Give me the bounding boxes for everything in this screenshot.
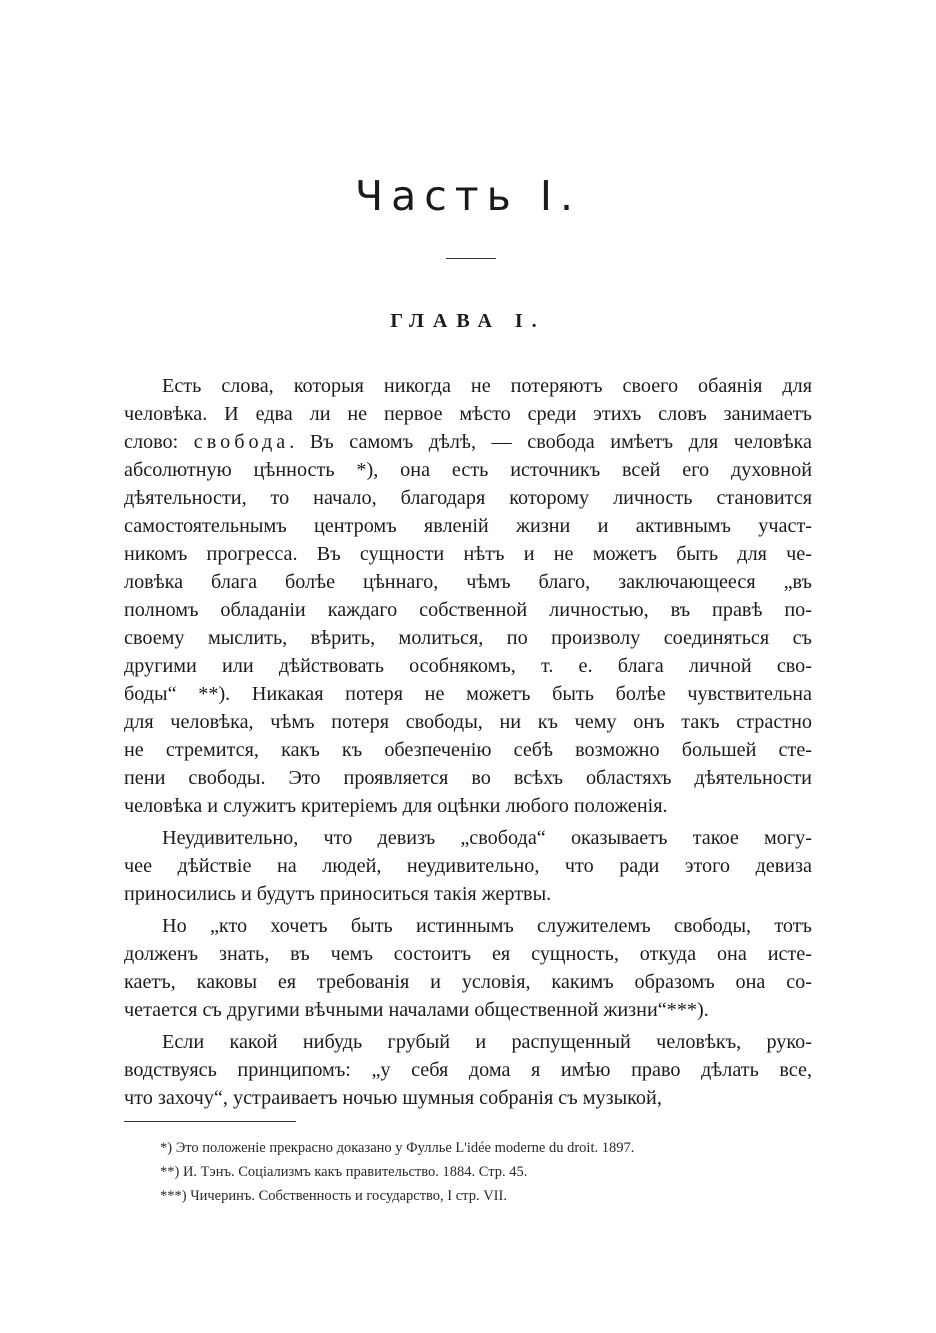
footnote-list [160, 1136, 820, 1208]
text-line: четается съ другими вѣчными началами общественной жизни“***). [124, 999, 709, 1021]
text-line: полномъ обладаніи каждаго собственной личностью, въ правѣ по- [124, 599, 812, 621]
title-divider [446, 258, 496, 259]
text-line: каетъ, каковы ея требованія и условія, какимъ образомъ она со- [124, 971, 812, 993]
footnote: **) И. Тэнъ. Соціализмъ какъ правительство. 1884. Стр. 45. [160, 1164, 528, 1180]
text-line: боды“ **). Никакая потеря не можетъ быть болѣе чувствительна [124, 683, 812, 705]
text-line: никомъ прогресса. Въ сущности нѣтъ и не можетъ быть для че- [124, 543, 812, 565]
text-line: Есть слова, которыя никогда не потеряютъ своего обаянія для [162, 375, 812, 397]
footnote-divider [124, 1121, 296, 1122]
text-line: долженъ знать, въ чемъ состоитъ ея сущность, откуда она исте- [124, 943, 812, 965]
text-line: другими или дѣйствовать особнякомъ, т. е. блага личной сво- [124, 655, 812, 677]
paragraph [124, 912, 812, 1024]
footnote: *) Это положеніе прекрасно доказано у Фуллье L'idée moderne du droit. 1897. [160, 1140, 635, 1156]
text-line: для человѣка, чѣмъ потеря свободы, ни къ чему онъ такъ страстно [124, 711, 812, 733]
text-line: своему мыслить, вѣрить, молиться, по произволу соединяться съ [124, 627, 812, 649]
text-line: водствуясь принципомъ: „у себя дома я имѣю право дѣлать все, [124, 1059, 812, 1081]
text-line: ловѣка блага болѣе цѣннаго, чѣмъ благо, заключающееся „въ [124, 571, 812, 593]
text-line: Неудивительно, что девизъ „свобода“ оказываетъ такое могу- [162, 827, 812, 849]
text-line: что захочу“, устраиваетъ ночью шумныя собранія съ музыкой, [124, 1087, 662, 1109]
footnote: ***) Чичеринъ. Собственность и государство, I стр. VII. [160, 1188, 507, 1204]
paragraph-list [124, 372, 812, 1112]
chapter-title: ГЛАВА I. [390, 310, 546, 332]
main-text [124, 372, 812, 1112]
text-line: пени свободы. Это проявляется во всѣхъ областяхъ дѣятельности [124, 767, 812, 789]
text-line: не стремится, какъ къ обезпеченію себѣ возможно большей сте- [124, 739, 812, 761]
text-line: Но „кто хочетъ быть истиннымъ служителемъ свободы, тотъ [162, 915, 812, 937]
emphasized-word: свобода [193, 431, 290, 453]
text-line: дѣятельности, то начало, благодаря которому личность становится [124, 487, 812, 509]
text-line: самостоятельнымъ центромъ явленій жизни и активнымъ участ- [124, 515, 812, 537]
paragraph [124, 824, 812, 908]
text-line: Если какой нибудь грубый и распущенный человѣкъ, руко- [162, 1031, 812, 1053]
text-line: абсолютную цѣнность *), она есть источникъ всей его духовной [124, 459, 812, 481]
paragraph [124, 372, 812, 820]
paragraph [124, 1028, 812, 1112]
text-line: человѣка и служитъ критеріемъ для оцѣнки любого положенія. [124, 795, 668, 817]
text-line: чее дѣйствіе на людей, неудивительно, что ради этого девиза [124, 855, 812, 877]
part-title: Часть I. [355, 172, 581, 220]
text-line: приносились и будутъ приноситься такія жертвы. [124, 883, 552, 905]
text-line: человѣка. И едва ли не первое мѣсто среди этихъ словъ занимаетъ [124, 403, 812, 425]
text-line: слово: свобода. Въ самомъ дѣлѣ, — свобода имѣетъ для человѣка [124, 431, 812, 453]
